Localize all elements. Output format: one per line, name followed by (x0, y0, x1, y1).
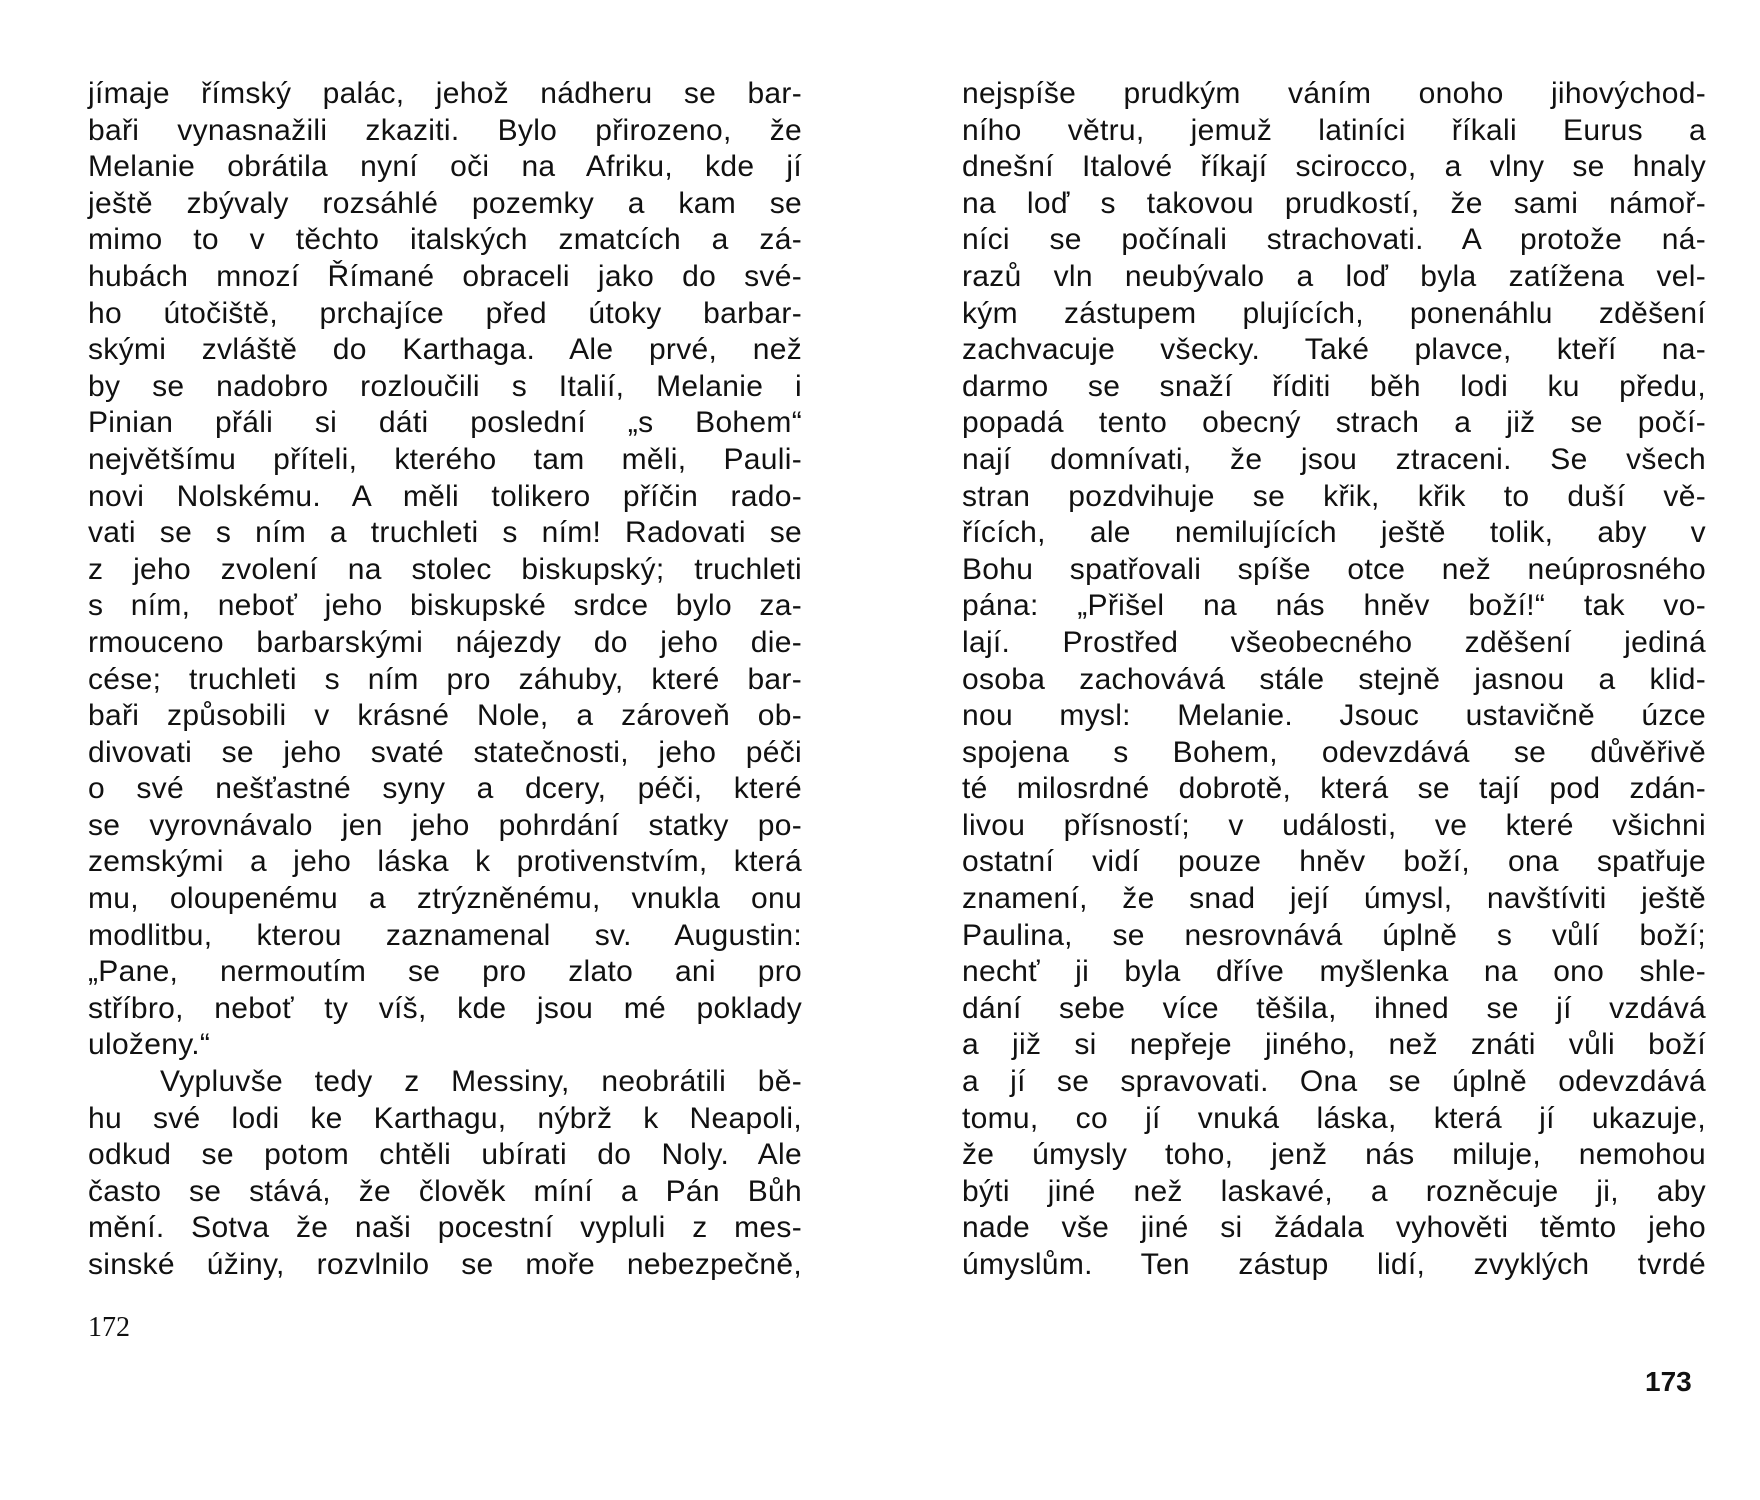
text-line: odkud se potom chtěli ubírati do Noly. Ale (88, 1138, 802, 1172)
text-line: nade vše jiné si žádala vyhověti těmto jeho (962, 1211, 1706, 1245)
text-line: kým zástupem plujících, ponenáhlu zděšení (962, 296, 1706, 330)
right-page-text (962, 76, 1706, 1284)
text-line: modlitbu, kterou zaznamenal sv. Augustin: (88, 918, 802, 952)
page-number-right: 173 (1645, 1366, 1692, 1397)
text-line: dnešní Italové říkají scirocco, a vlny se hnaly (962, 150, 1706, 184)
text-line: ho útočiště, prchajíce před útoky barbar- (88, 296, 802, 330)
text-line: a jí se spravovati. Ona se úplně odevzdává (962, 1065, 1706, 1099)
text-line: hubách mnozí Římané obraceli jako do své- (88, 259, 802, 293)
text-line: s ním, neboť jeho biskupské srdce bylo za- (88, 589, 802, 623)
text-line: nou mysl: Melanie. Jsouc ustavičně úzce (962, 699, 1706, 733)
text-line: baři vynasnažili zkaziti. Bylo přirozeno, že (88, 113, 802, 147)
text-line: nechť ji byla dříve myšlenka na ono shle- (962, 955, 1706, 989)
left-page-text (88, 76, 802, 1284)
text-line: „Pane, nermoutím se pro zlato ani pro (88, 955, 802, 989)
text-line: Bohu spatřovali spíše otce než neúprosného (962, 552, 1706, 586)
text-line: že úmysly toho, jenž nás miluje, nemohou (962, 1138, 1706, 1172)
text-line: darmo se snaží říditi běh lodi ku předu, (962, 369, 1706, 403)
text-line: býti jiné než laskavé, a rozněcuje ji, aby (962, 1174, 1706, 1208)
text-line: a již si nepřeje jiného, než znáti vůli boží (962, 1028, 1706, 1062)
text-line: mimo to v těchto italských zmatcích a zá- (88, 223, 802, 257)
text-line: pána: „Přišel na nás hněv boží!“ tak vo- (962, 589, 1706, 623)
text-line: té milosrdné dobrotě, která se tají pod zdán- (962, 772, 1706, 806)
text-line: největšímu příteli, kterého tam měli, Pauli- (88, 442, 802, 476)
text-line: zemskými a jeho láska k protivenstvím, která (88, 845, 802, 879)
text-line: z jeho zvolení na stolec biskupský; truchleti (88, 552, 802, 586)
text-line: sinské úžiny, rozvlnilo se moře nebezpečně, (88, 1248, 802, 1281)
text-line: řících, ale nemilujících ještě tolik, aby v (962, 516, 1706, 550)
text-line: stran pozdvihuje se křik, křik to duší vě- (962, 479, 1706, 513)
text-line: úmyslům. Ten zástup lidí, zvyklých tvrdé (962, 1248, 1706, 1281)
text-line: Vypluvše tedy z Messiny, neobrátili bě- (160, 1065, 802, 1099)
text-line: Pinian přáli si dáti poslední „s Bohem“ (88, 406, 802, 440)
text-line: nejspíše prudkým váním onoho jihovýchod- (962, 77, 1706, 110)
text-line: Melanie obrátila nyní oči na Afriku, kde jí (88, 150, 802, 184)
text-line: uloženy.“ (88, 1028, 211, 1062)
text-line: hu své lodi ke Karthagu, nýbrž k Neapoli, (88, 1101, 802, 1135)
text-line: zachvacuje všecky. Také plavce, kteří na- (962, 333, 1706, 367)
text-line: divovati se jeho svaté statečnosti, jeho péči (88, 735, 802, 769)
left-page (88, 76, 802, 1284)
text-line: rmouceno barbarskými nájezdy do jeho die- (88, 625, 802, 659)
text-line: popadá tento obecný strach a již se počí- (962, 406, 1706, 440)
text-line: se vyrovnávalo jen jeho pohrdání statky po- (88, 808, 802, 842)
text-line: často se stává, že člověk míní a Pán Bůh (88, 1174, 802, 1208)
text-line: skými zvláště do Karthaga. Ale prvé, než (88, 333, 802, 367)
text-line: o své nešťastné syny a dcery, péči, které (88, 772, 802, 806)
page-number-left: 172 (88, 1312, 130, 1343)
text-line: mění. Sotva že naši pocestní vypluli z mes- (88, 1211, 802, 1245)
text-line: stříbro, neboť ty víš, kde jsou mé poklady (88, 991, 802, 1025)
text-line: lají. Prostřed všeobecného zděšení jediná (962, 625, 1706, 659)
text-line: osoba zachovává stále stejně jasnou a klid- (962, 662, 1706, 696)
text-line: znamení, že snad její úmysl, navštíviti ještě (962, 882, 1706, 916)
text-line: by se nadobro rozloučili s Italií, Melanie i (88, 369, 802, 403)
text-line: livou přísností; v události, ve které všichni (962, 808, 1706, 842)
text-line: razů vln neubývalo a loď byla zatížena vel- (962, 259, 1706, 293)
text-line: nají domnívati, že jsou ztraceni. Se všech (962, 442, 1706, 476)
text-line: novi Nolskému. A měli tolikero příčin rado- (88, 479, 802, 513)
text-line: baři způsobili v krásné Nole, a zároveň ob- (88, 699, 802, 733)
text-line: mu, oloupenému a ztrýzněnému, vnukla onu (88, 882, 802, 916)
text-line: vati se s ním a truchleti s ním! Radovati se (88, 516, 802, 550)
right-page (962, 76, 1706, 1284)
text-line: ního větru, jemuž latiníci říkali Eurus a (962, 113, 1706, 147)
text-line: cése; truchleti s ním pro záhuby, které bar- (88, 662, 802, 696)
text-line: dání sebe více těšila, ihned se jí vzdává (962, 991, 1706, 1025)
text-line: spojena s Bohem, odevzdává se důvěřivě (962, 735, 1706, 769)
text-line: na loď s takovou prudkostí, že sami námoř- (962, 186, 1706, 220)
text-line: Paulina, se nesrovnává úplně s vůlí boží; (962, 918, 1706, 952)
text-line: tomu, co jí vnuká láska, která jí ukazuje, (962, 1101, 1706, 1135)
text-line: ostatní vidí pouze hněv boží, ona spatřuje (962, 845, 1706, 879)
text-line: ještě zbývaly rozsáhlé pozemky a kam se (88, 186, 802, 220)
text-line: jímaje římský palác, jehož nádheru se bar- (88, 77, 802, 110)
text-line: níci se počínali strachovati. A protože ná- (962, 223, 1706, 257)
